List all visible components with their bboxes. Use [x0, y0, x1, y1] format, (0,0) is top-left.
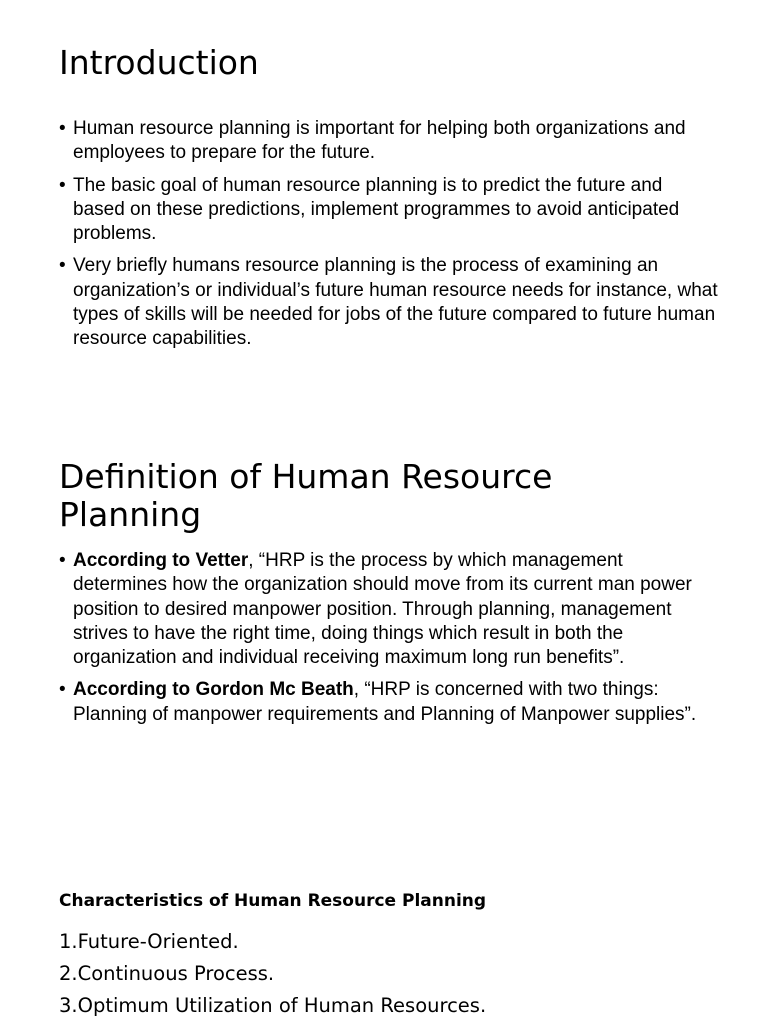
list-item: 3.Optimum Utilization of Human Resources. — [59, 994, 487, 1017]
list-item: 1.Future-Oriented. — [59, 930, 239, 953]
characteristics-heading: Characteristics of Human Resource Planning — [59, 891, 487, 911]
characteristics-list — [59, 926, 486, 1022]
definition-source-label: According to Gordon Mc Beath — [73, 679, 354, 701]
definition-bullet-list — [59, 549, 719, 735]
list-item: 2.Continuous Process. — [59, 962, 275, 985]
list-item: • Human resource planning is important for helping both organizations and employees to prepare for the future. — [59, 117, 719, 166]
introduction-heading: Introduction — [59, 43, 259, 82]
definition-source-label: According to Vetter — [73, 550, 249, 571]
list-item: • The basic goal of human resource planning is to predict the future and based on these predictions, implement programmes to avoid anticipated problems. — [59, 174, 719, 247]
definition-quote: , “HRP is the process by which management determines how the organization should move from its current man power position to desired manpower position. Through planning, management strives to have the right time, doing things which result in both the organization and individual receiving maximum long run benefits”. — [73, 550, 692, 669]
introduction-bullet-list — [59, 117, 719, 360]
list-item — [59, 678, 719, 727]
list-item: • Very briefly humans resource planning is the process of examining an organization’s or individual’s future human resource needs for instance, what types of skills will be needed for jobs of the future compared to future human resource capabilities. — [59, 254, 719, 351]
list-item — [59, 549, 719, 670]
definition-quote: , “HRP is concerned with two things: Planning of manpower requirements and Planning of Manpower supplies”. — [73, 679, 697, 725]
definition-heading: Definition of Human Resource Planning — [59, 457, 553, 534]
